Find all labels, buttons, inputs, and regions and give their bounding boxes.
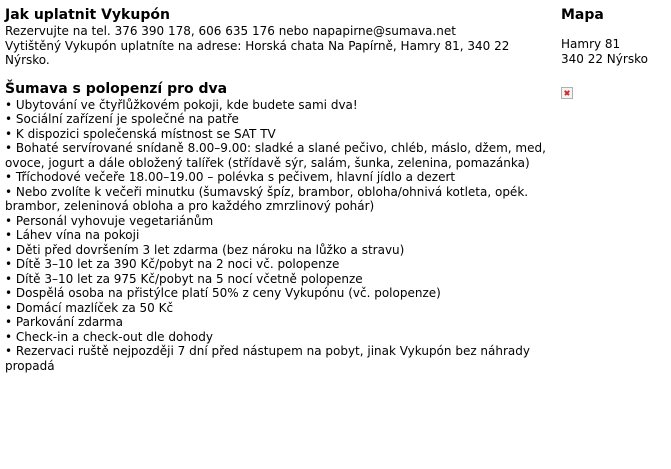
list-item: • Ubytování ve čtyřlůžkovém pokoji, kde budete sami dva! [5,97,358,112]
map-sidebar [561,7,671,103]
offer-section [5,81,550,374]
how-to-redeem-section [5,7,550,68]
main-content [5,7,550,373]
list-item: • Bohaté servírované snídaně 8.00–9.00: sladké a slané pečivo, chléb, máslo, džem, med, ovoce, jogurt a dále obložený talířek (střídavě sýr, salám, šunka, zelenina, pomazánka) [5,141,546,170]
list-item: • Parkování zdarma [5,315,123,329]
broken-image-icon[interactable] [561,87,573,99]
list-item: • Tříchodové večeře 18.00–19.00 – polévka s pečivem, hlavní jídlo a dezert [5,170,456,184]
list-item: • Sociální zařízení je společné na patře [5,112,239,126]
list-item: • K dispozici společenská místnost se SAT TV [5,126,276,141]
list-item: • Dítě 3–10 let za 975 Kč/pobyt na 5 nocí včetně polopenze [5,271,363,286]
list-item: • Láhev vína na pokoji [5,228,140,242]
redeem-address-text: Vytištěný Vykupón uplatníte na adrese: Horská chata Na Papírně, Hamry 81, 340 22 Nýrsko. [5,38,510,67]
list-item: • Check-in a check-out dle dohody [5,329,213,344]
list-item: • Dítě 3–10 let za 390 Kč/pobyt na 2 noci vč. polopenze [5,257,340,271]
list-item: • Personál vyhovuje vegetariánům [5,213,214,228]
list-item: • Domácí mazlíček za 50 Kč [5,300,174,315]
offer-title: Šumava s polopenzí pro dva [5,80,228,97]
reservation-contact-text: Rezervujte na tel. 376 390 178, 606 635 176 nebo napapirne@sumava.net [5,24,456,38]
how-to-redeem-title: Jak uplatnit Vykupón [5,7,170,23]
list-item: • Rezervaci ruště nejpozději 7 dní před nástupem na pobyt, jinak Vykupón bez náhrady propadá [5,344,531,373]
list-item: • Dospělá osoba na přistýlce platí 50% z ceny Vykupónu (vč. polopenze) [5,286,441,300]
map-address-line-2: 340 22 Nýrsko [561,51,648,66]
map-title: Mapa [561,7,604,23]
map-address-line-1: Hamry 81 [561,37,621,51]
offer-list [5,98,550,374]
list-item: • Nebo zvolíte k večeři minutku (šumavský špíz, brambor, obloha/ohnivá kotleta, opék. brambor, zeleninová obloha a pro každého zmrzlinový pohár) [5,184,529,213]
list-item: • Děti před dovršením 3 let zdarma (bez nároku na lůžko a stravu) [5,242,405,257]
